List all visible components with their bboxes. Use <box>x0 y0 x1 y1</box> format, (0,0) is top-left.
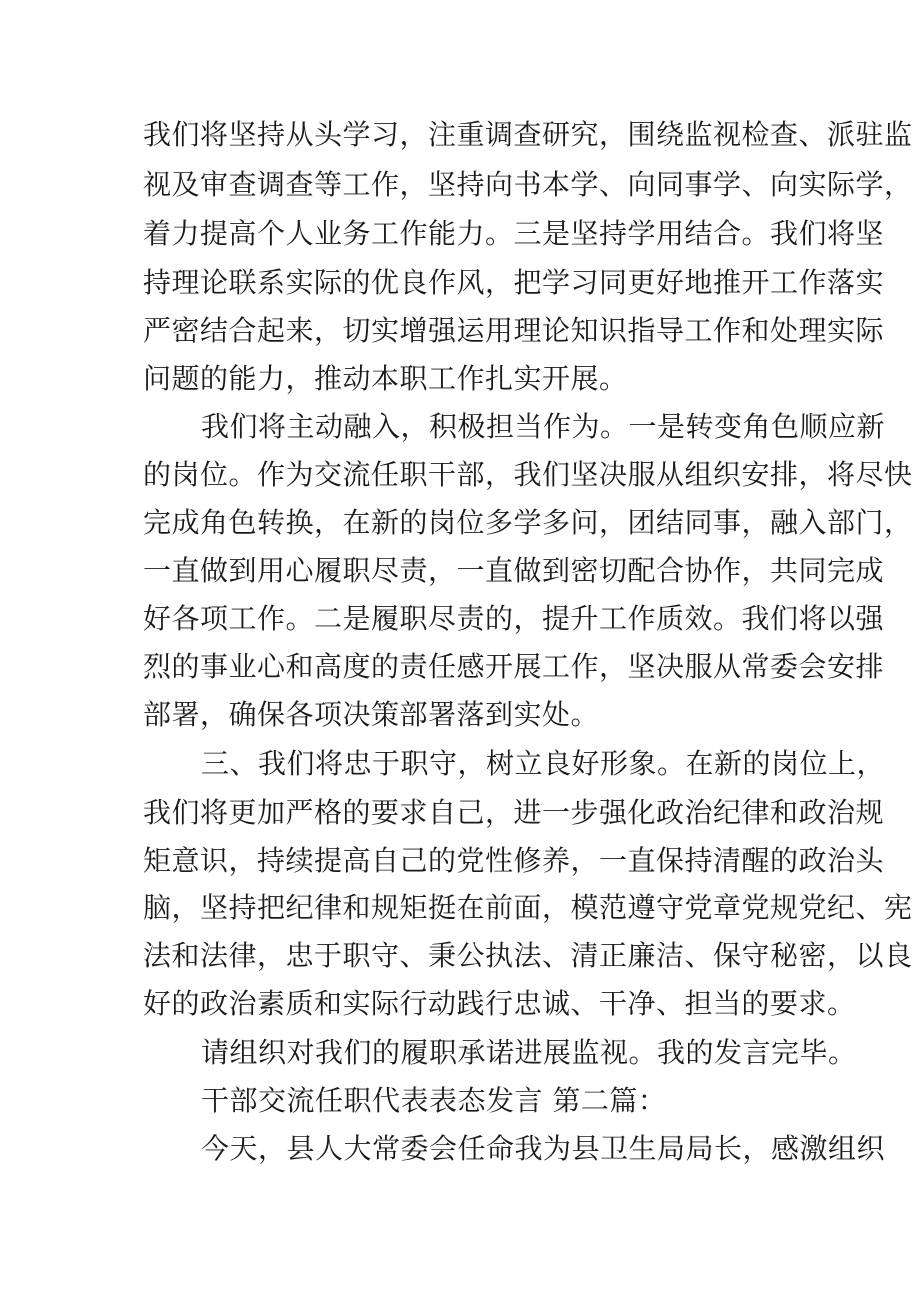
text-line: 我们将更加严格的要求自己，进一步强化政治纪律和政治规 <box>143 796 885 829</box>
text-line: 问题的能力，推动本职工作扎实开展。 <box>143 362 628 395</box>
text-line: 的岗位。作为交流任职干部，我们坚决服从组织安排，将尽快 <box>143 458 913 491</box>
text-line: 好各项工作。二是履职尽责的，提升工作质效。我们将以强 <box>143 602 885 635</box>
text-line: 完成角色转换，在新的岗位多学多问，团结同事，融入部门， <box>143 506 913 539</box>
text-line: 持理论联系实际的优良作风，把学习同更好地推开工作落实 <box>143 266 885 299</box>
text-line: 请组织对我们的履职承诺进展监视。我的发言完毕。 <box>201 1036 857 1069</box>
text-line: 今天，县人大常委会任命我为县卫生局局长，感激组织 <box>201 1132 886 1165</box>
text-line: 严密结合起来，切实增强运用理论知识指导工作和处理实际 <box>143 314 885 347</box>
text-line: 我们将坚持从头学习，注重调查研究，围绕监视检查、派驻监 <box>143 118 913 151</box>
section-heading: 干部交流任职代表表态发言 第二篇： <box>201 1084 667 1117</box>
text-line: 矩意识，持续提高自己的党性修养，一直保持清醒的政治头 <box>143 844 885 877</box>
text-line: 视及审查调查等工作，坚持向书本学、向同事学、向实际学， <box>143 168 913 201</box>
text-line: 我们将主动融入，积极担当作为。一是转变角色顺应新 <box>201 410 886 443</box>
text-line: 烈的事业心和高度的责任感开展工作，坚决服从常委会安排 <box>143 650 885 683</box>
text-line: 一直做到用心履职尽责，一直做到密切配合协作，共同完成 <box>143 554 885 587</box>
text-line: 脑，坚持把纪律和规矩挺在前面，模范遵守党章党规党纪、宪 <box>143 891 913 924</box>
text-line: 三、我们将忠于职守，树立良好形象。在新的岗位上， <box>201 747 886 780</box>
text-line: 部署，确保各项决策部署落到实处。 <box>143 698 600 731</box>
text-line: 着力提高个人业务工作能力。三是坚持学用结合。我们将坚 <box>143 217 885 250</box>
text-line: 好的政治素质和实际行动践行忠诚、干净、担当的要求。 <box>143 987 856 1020</box>
text-line: 法和法律，忠于职守、秉公执法、清正廉洁、保守秘密，以良 <box>143 939 913 972</box>
